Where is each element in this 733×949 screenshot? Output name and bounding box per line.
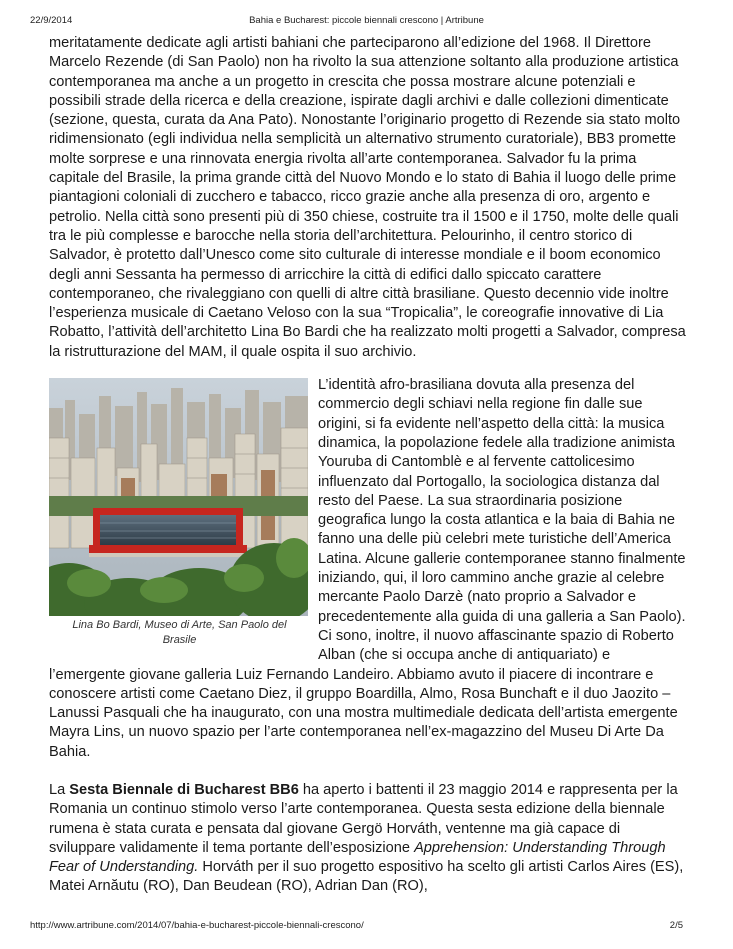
article-body bbox=[49, 34, 689, 897]
article-paragraph-2: L’identità afro-brasiliana dovuta alla presenza del commercio degli schiavi nella regione fin dalle sue origini, si fa evidente nell’aspetto della città: la musica dinamica, la popolazione fedele alla tradizione animista Youruba di Cantomblè e al fervente cattolicesimo influenzato dal Portogallo, la sociologica distanza dal resto del Paese. La sua straordinaria posizione geografica lungo la costa atlantica e la baia di Bahia ne fanno una delle più celebri mete turistiche dell’America Latina. Alcune gallerie contemporanee stanno finalmente iniziando, qui, il loro cammino anche grazie al celebre mercante Paolo Darzè (nato proprio a Salvador e precedentemente alla guida di una galleria a San Paolo). Ci sono, inoltre, il nuovo affascinante spazio di Roberto Alban (che si occupa anche di antiquariato) e l’emergente giovane galleria Luiz Fernando Landeiro. Abbiamo avuto il piacere di incontrare e conoscere artisti come Caetano Diez, il gruppo Boardilla, Almo, Rosa Bunchaft e il duo Jaozito – Lanussi Pasquali che ha inaugurato, con una mostra multimediale dedicata dell’artista emergente Mayra Lins, un nuovo spazio per l’arte contemporanea nell’ex-magazzino del Museu Di Arte Da Bahia. bbox=[49, 377, 686, 760]
biennale-name: Sesta Biennale di Bucharest BB6 bbox=[69, 781, 299, 798]
print-date: 22/9/2014 bbox=[30, 15, 73, 26]
page-number: 2/5 bbox=[669, 920, 683, 931]
article-paragraph-3 bbox=[49, 781, 689, 897]
exhibition-theme: Apprehension: Understanding Through Fear of Understanding. bbox=[49, 839, 666, 876]
paragraph-3-text-b: ha aperto i battenti il 23 maggio 2014 e rappresenta per la Romania un continuo stimolo verso l’arte contemporanea. Questa sesta edizione della biennale rumena è stata curata e pensata dal giovane Gergö Horváth, ventenne ma già capace di sviluppare validamente il tema portante dell’esposizione bbox=[49, 781, 678, 856]
figure-caption: Lina Bo Bardi, Museo di Arte, San Paolo del Brasile bbox=[72, 619, 287, 647]
page-url: http://www.artribune.com/2014/07/bahia-e-bucharest-piccole-biennali-crescono/ bbox=[30, 920, 364, 931]
paragraph-3-text-c: Horváth per il suo progetto espositivo ha scelto gli artisti Carlos Aires (ES), Matei Arnăutu (RO), Dan Beudean (RO), Adrian Dan (RO), bbox=[49, 859, 684, 895]
page-title: Bahia e Bucharest: piccole biennali crescono | Artribune bbox=[249, 15, 484, 26]
paragraph-3-text-a: La bbox=[49, 781, 70, 798]
museum-photo bbox=[49, 378, 308, 616]
article-paragraph-1: meritatamente dedicate agli artisti bahiani che parteciparono all’edizione del 1968. Il Direttore Marcelo Rezende (di San Paolo) non ha rivolto la sua attenzione soltanto alla produzione artistica contemporanea ma anche a un progetto in crescita che possa mostrare alcune potenziali e possibili strade della ricerca e della creazione, ispirate dagli archivi e dalle collezioni dimenticate (sezione, questa, curata da Ana Pato). Nonostante l’originario progetto di Rezende sia stato molto ridimensionato (egli individua nella semplicità un alternativo strumento curatoriale), BB3 promette molte sorprese e una rinnovata energia rivolta all’arte contemporanea. Salvador fu la prima capitale del Brasile, la prima grande città del Nuovo Mondo e lo stato di Bahia il luogo delle prime piantagioni coloniali di zucchero e tabacco, ricco grazie anche alla presenza di oro, argento e petrolio. Nella città sono presenti più di 350 chiese, costruite tra il 1500 e il 1750, molte delle quali tra le più complesse e barocche nella storia dell’architettura. Pelourinho, il centro storico di Salvador, è protetto dall’Unesco come sito culturale di interesse mondiale e il boom economico degli anni Sessanta ha permesso di arricchire la città di edifici dallo spiccato carattere contemporaneo, che rivaleggiano con quelli di altre città brasiliane. Questo decennio vide inoltre l’esperienza musicale di Caetano Veloso con la sua “Tropicalia”, le coreografie innovative di Lia Robatto, l’attività dell’architetto Lina Bo Bardi che ha realizzato molti progetti a Salvador, compresa la ristrutturazione del MAM, il quale ospita il suo archivio. bbox=[49, 35, 686, 360]
article-figure bbox=[49, 378, 310, 648]
